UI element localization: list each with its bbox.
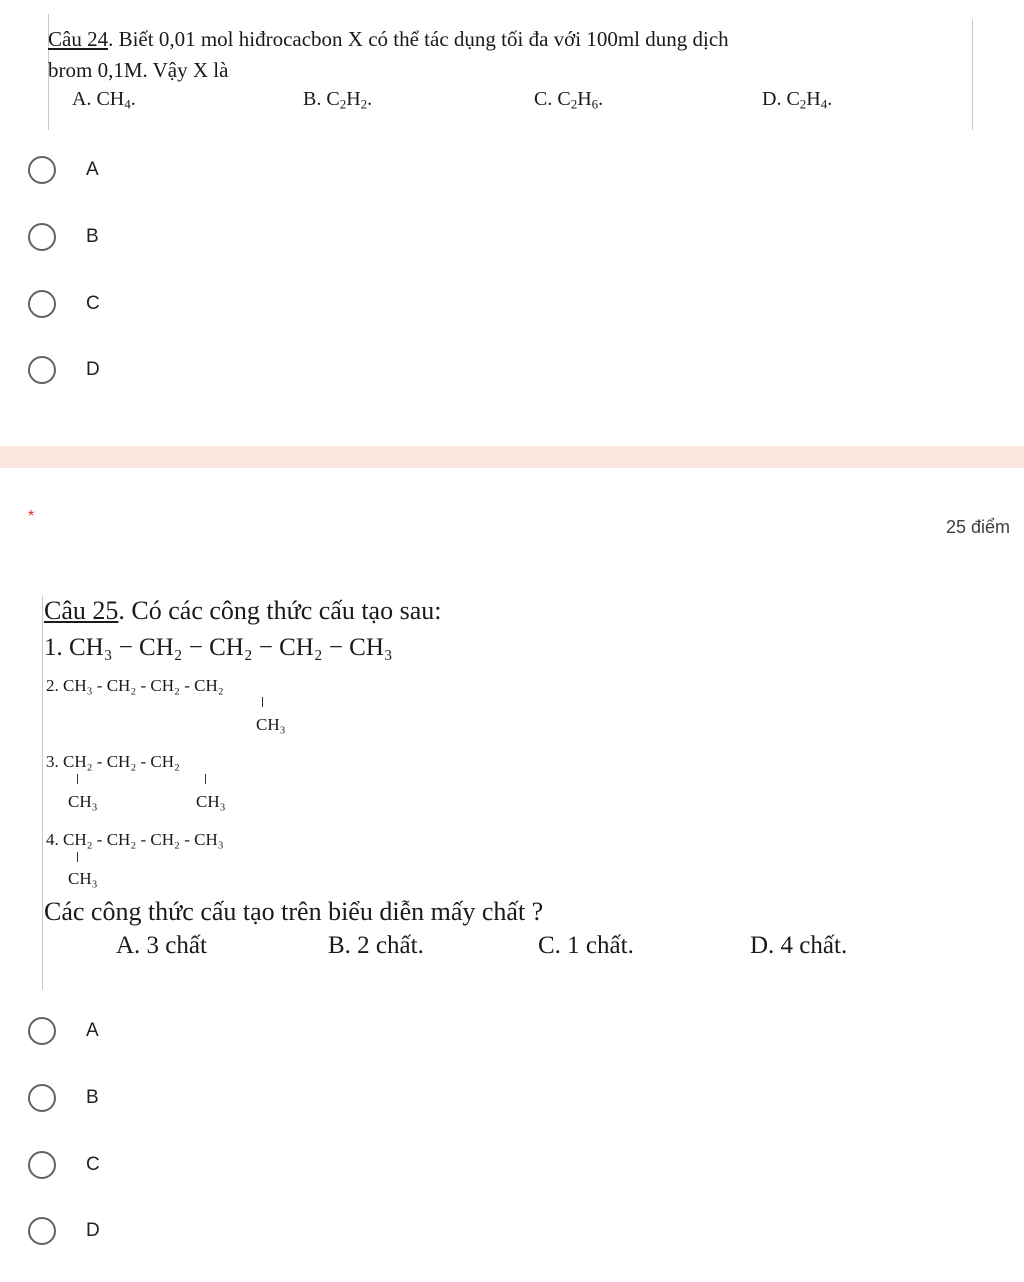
answer-d-c: C xyxy=(786,88,800,110)
option-label: D xyxy=(86,359,100,380)
answer-c: C. 1 chất. xyxy=(538,932,634,959)
question-24-text: . Biết 0,01 mol hiđrocacbon X có thể tác dụng tối đa với 100ml dung dịch xyxy=(108,27,729,51)
answer-b-label: B. xyxy=(303,88,322,110)
answer-a-end: . xyxy=(130,88,136,110)
answer-d-sub1: 2 xyxy=(799,96,807,112)
answer-c-end: . xyxy=(598,88,604,110)
answer-b: B. 2 chất. xyxy=(328,932,424,959)
question-25-title-text: . Có các công thức cấu tạo sau: xyxy=(118,596,442,625)
option-label: B xyxy=(86,226,99,247)
formula-3-branch2: CH₃ xyxy=(196,792,226,811)
formula-2-branch: CH₃ xyxy=(256,715,286,734)
image-border-left xyxy=(42,596,43,990)
option-label: C xyxy=(86,293,100,314)
radio-button[interactable] xyxy=(28,1151,56,1179)
answer-c-sub2: 6 xyxy=(591,96,599,112)
answer-a: A. 3 chất xyxy=(116,932,207,959)
q25-option-c[interactable] xyxy=(28,1145,428,1185)
option-label: C xyxy=(86,1154,100,1175)
radio-button[interactable] xyxy=(28,1017,56,1045)
option-label: D xyxy=(86,1220,100,1241)
q25-option-a[interactable] xyxy=(28,1011,428,1051)
bond-4 xyxy=(77,852,78,862)
option-label: A xyxy=(86,159,99,180)
formula-3-main: 3. CH₂ - CH₂ - CH₂ xyxy=(46,752,180,771)
formula-3-branch1: CH₃ xyxy=(68,792,98,811)
required-mark: * xyxy=(28,508,35,525)
bond-3a xyxy=(77,774,78,784)
answer-d-sub2: 4 xyxy=(820,96,828,112)
answer-c-c: C xyxy=(557,88,571,110)
bond-2 xyxy=(262,697,263,707)
question-25-prompt: Các công thức cấu tạo trên biểu diễn mấy chất ? xyxy=(44,897,544,926)
bond-3b xyxy=(205,774,206,784)
answer-a-formula: CH xyxy=(96,88,125,110)
formula-2-main: 2. CH₃ - CH₂ - CH₂ - CH₂ xyxy=(46,676,224,695)
option-label: B xyxy=(86,1087,99,1108)
answer-c-label: C. xyxy=(534,88,553,110)
answer-b-sub2: 2 xyxy=(360,96,368,112)
answer-c-sub1: 2 xyxy=(570,96,578,112)
formula-1: 1. CH₃ − CH₂ − CH₂ − CH₂ − CH₃ xyxy=(44,634,393,661)
answer-b-c: C xyxy=(326,88,340,110)
answer-d-h: H xyxy=(806,88,821,110)
answer-b-sub1: 2 xyxy=(339,96,347,112)
answer-a-label: A. xyxy=(72,88,92,110)
formula-4-branch: CH₃ xyxy=(68,869,98,888)
answer-d-label: D. xyxy=(762,88,782,110)
question-24-line2: brom 0,1M. Vậy X là xyxy=(48,58,229,82)
q25-option-b[interactable] xyxy=(28,1078,428,1118)
option-label: A xyxy=(86,1020,99,1041)
answer-b-end: . xyxy=(367,88,373,110)
question-24-number: Câu 24 xyxy=(48,27,109,51)
points-label: 25 điểm xyxy=(945,517,1010,537)
q25-option-d[interactable] xyxy=(28,1211,428,1251)
question-25-number: Câu 25 xyxy=(44,596,119,625)
answer-d: D. 4 chất. xyxy=(750,932,848,959)
radio-button[interactable] xyxy=(28,1217,56,1245)
answer-b-h: H xyxy=(346,88,361,110)
question-25-title xyxy=(44,596,441,626)
answer-c-h: H xyxy=(577,88,592,110)
formula-4-main: 4. CH₂ - CH₂ - CH₂ - CH₃ xyxy=(46,830,224,849)
radio-button[interactable] xyxy=(28,1084,56,1112)
answer-d-end: . xyxy=(827,88,833,110)
answer-a-sub: 4 xyxy=(124,96,131,112)
